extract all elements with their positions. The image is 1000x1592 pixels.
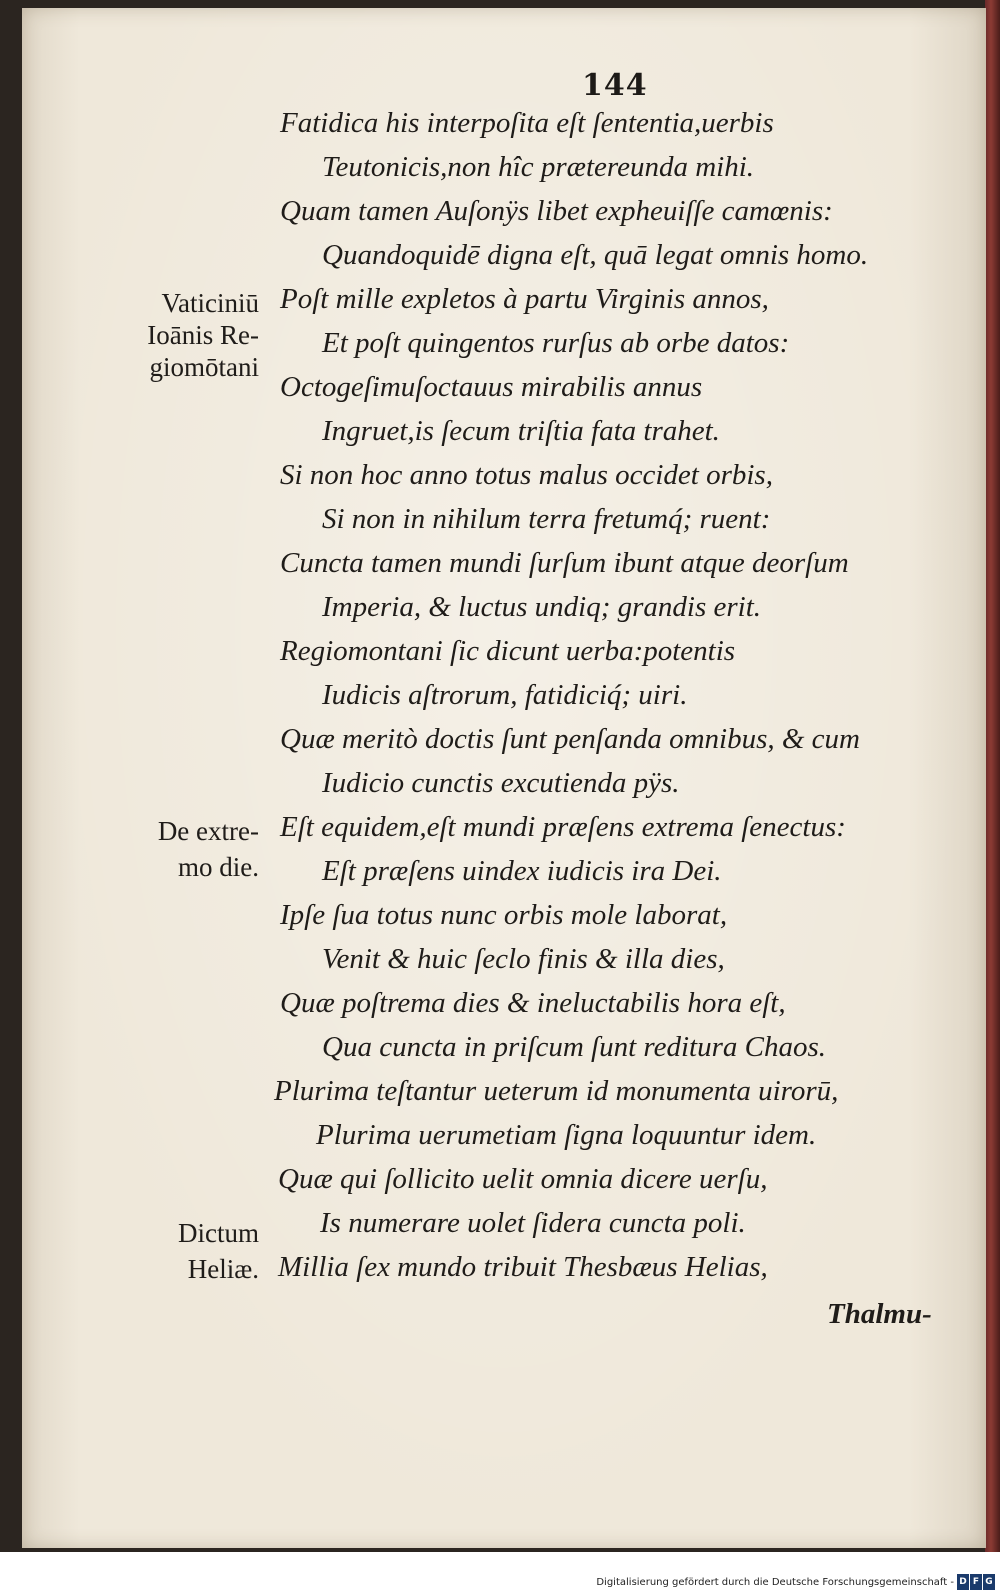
verse-line: Eſt præſens uindex iudicis ira Dei.	[322, 855, 722, 887]
verse-line: Poſt mille expletos à partu Virginis annos,	[280, 283, 769, 315]
verse-line: Iudicis aſtrorum, fatidiciq́; uiri.	[322, 679, 688, 711]
margin-note: Heliæ.	[187, 1254, 259, 1284]
verse-line: Eſt equidem,eſt mundi præſens extrema ſenectus:	[280, 811, 846, 843]
verse-line: Cuncta tamen mundi ſurſum ibunt atque deorſum	[280, 547, 849, 579]
margin-note: Dictum	[178, 1218, 259, 1248]
verse-line: Venit & huic ſeclo finis & illa dies,	[322, 943, 725, 975]
book-page	[22, 8, 986, 1548]
verse-line: Quandoquidē digna eſt, quā legat omnis homo.	[322, 239, 869, 271]
verse-line: Teutonicis,non hîc prætereunda mihi.	[322, 151, 755, 183]
book-edge	[985, 0, 1000, 1552]
verse-line: Octogeſimuſoctauus mirabilis annus	[280, 371, 703, 403]
margin-note: giomōtani	[149, 352, 259, 382]
margin-note: Ioānis Re-	[147, 320, 259, 350]
verse-line: Ingruet,is ſecum triſtia fata trahet.	[322, 415, 720, 447]
verse-line: Iudicio cunctis excutienda pÿs.	[322, 767, 680, 799]
dfg-logo-letter: G	[983, 1574, 995, 1590]
dfg-logo-letter: D	[957, 1574, 969, 1590]
verse-line: Is numerare uolet ſidera cuncta poli.	[320, 1207, 746, 1239]
verse-line: Ipſe ſua totus nunc orbis mole laborat,	[280, 899, 728, 931]
footer-credit: Digitalisierung gefördert durch die Deutsche Forschungsgemeinschaft -	[596, 1577, 954, 1588]
verse-line: Regiomontani ſic dicunt uerba:potentis	[280, 635, 736, 667]
verse-line: Si non in nihilum terra fretumq́; ruent:	[322, 503, 771, 535]
margin-note: mo die.	[178, 852, 259, 882]
verse-line: Qua cuncta in priſcum ſunt reditura Chaos.	[322, 1031, 826, 1063]
page-number: 144	[582, 68, 648, 103]
verse-line: Si non hoc anno totus malus occidet orbis,	[280, 459, 773, 491]
verse-line: Plurima uerumetiam ſigna loquuntur idem.	[316, 1119, 817, 1151]
catchword: Thalmu-	[827, 1298, 932, 1330]
verse-line: Quæ poſtrema dies & ineluctabilis hora eſt,	[280, 987, 786, 1019]
margin-note: Vaticiniū	[161, 288, 259, 318]
verse-line: Quæ meritò doctis ſunt penſanda omnibus, & cum	[280, 723, 860, 755]
dfg-logo	[957, 1574, 995, 1590]
verse-line: Quam tamen Auſonÿs libet expheuiſſe camœnis:	[280, 195, 833, 227]
dfg-logo-letter: F	[970, 1574, 982, 1590]
verse-line: Plurima teſtantur ueterum id monumenta uirorū,	[274, 1075, 839, 1107]
verse-line: Fatidica his interpoſita eſt ſententia,uerbis	[280, 107, 774, 139]
margin-note: De extre-	[157, 816, 259, 846]
verse-line: Imperia, & luctus undiq; grandis erit.	[322, 591, 762, 623]
verse-line: Et poſt quingentos rurſus ab orbe datos:	[322, 327, 790, 359]
verse-line: Quæ qui ſollicito uelit omnia dicere uerſu,	[278, 1163, 768, 1195]
verse-line: Millia ſex mundo tribuit Thesbæus Helias,	[278, 1251, 768, 1283]
